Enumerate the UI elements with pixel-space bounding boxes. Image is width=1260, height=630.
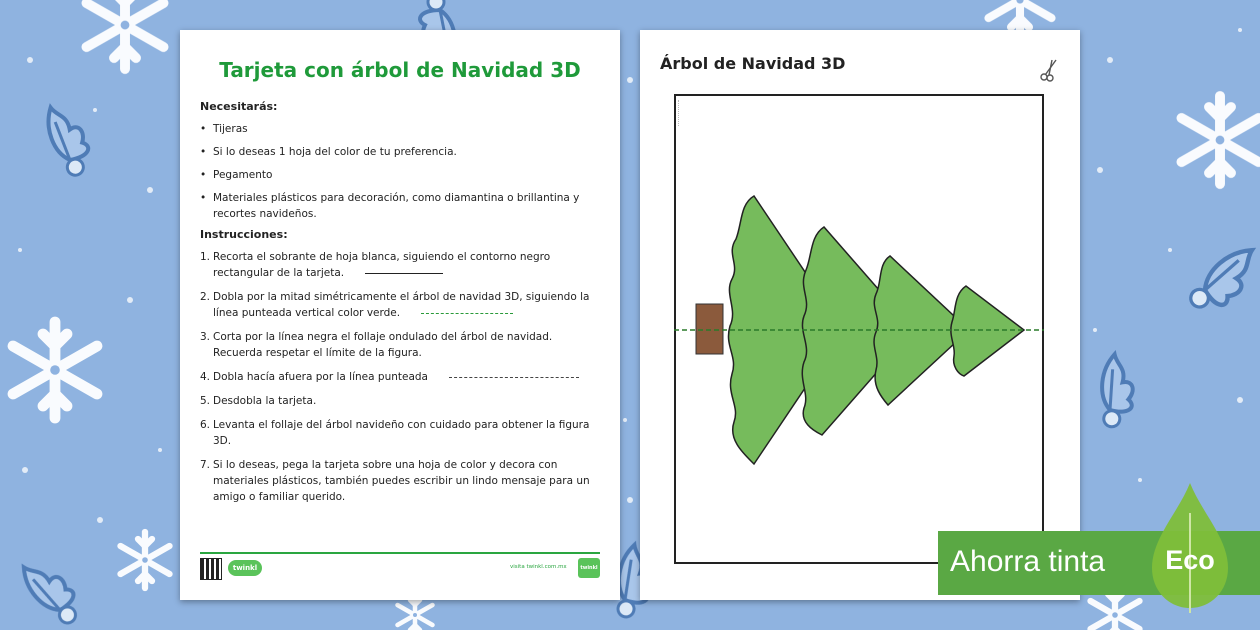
tree-tier-4 (951, 286, 1024, 376)
scissors-icon (1038, 58, 1062, 82)
list-item (200, 393, 596, 409)
footer-divider (200, 552, 600, 554)
tree-trunk (696, 304, 723, 354)
twinkl-logo: twinkl (228, 560, 262, 576)
step-number: 7. (200, 459, 211, 471)
step-text: Dobla hacía afuera por la línea punteada (213, 371, 428, 383)
step-text: Recorta el sobrante de hoja blanca, siguiendo el contorno negro rectangular de la tarjeta. (213, 251, 551, 279)
dashed-fold-line-sample (449, 377, 579, 378)
materials-heading: Necesitarás: (200, 100, 278, 113)
step-number: 5. (200, 395, 211, 407)
step-text: Dobla por la mitad simétricamente el árbol de navidad 3D, siguiendo la línea punteada vertical color verde. (213, 291, 590, 319)
green-fold-line-sample (421, 313, 513, 314)
instructions-heading: Instrucciones: (200, 228, 288, 241)
list-item: • Tijeras (200, 121, 596, 137)
step-number: 6. (200, 419, 211, 431)
tree-illustration (674, 94, 1044, 564)
solid-cut-line-sample (365, 273, 443, 274)
list-item (200, 457, 596, 505)
card-template-page (640, 30, 1080, 600)
footer-logo: twinkl (578, 558, 600, 578)
instructions-title: Tarjeta con árbol de Navidad 3D (219, 58, 581, 82)
step-number: 3. (200, 331, 211, 343)
eco-badge: Eco (1165, 545, 1215, 575)
step-text: Corta por la línea negra el follaje ondulado del árbol de navidad. Recuerda respetar el límite de la figura. (213, 331, 553, 359)
materials-list (200, 121, 596, 229)
list-item (200, 249, 596, 281)
list-item: • Si lo deseas 1 hoja del color de tu preferencia. (200, 144, 596, 160)
footer-url: visita twinkl.com.mx (510, 564, 567, 570)
qr-code-icon (200, 558, 222, 580)
list-item (200, 417, 596, 449)
step-number: 4. (200, 371, 211, 383)
instructions-list (200, 249, 596, 513)
list-item (200, 369, 596, 385)
eco-banner-label: Ahorra tinta (950, 545, 1106, 578)
list-item: • Pegamento (200, 167, 596, 183)
list-item (200, 289, 596, 321)
step-text: Desdobla la tarjeta. (213, 395, 317, 407)
step-text: Levanta el follaje del árbol navideño con cuidado para obtener la figura 3D. (213, 419, 590, 447)
card-title: Árbol de Navidad 3D (660, 54, 846, 73)
list-item (200, 329, 596, 361)
step-number: 2. (200, 291, 211, 303)
step-number: 1. (200, 251, 211, 263)
instructions-page (180, 30, 620, 600)
list-item: • Materiales plásticos para decoración, como diamantina o brillantina y recortes navideños. (200, 190, 596, 222)
step-text: Si lo deseas, pega la tarjeta sobre una hoja de color y decora con materiales plásticos, también puedes escribir un lindo mensaje para un amigo o familiar querido. (213, 459, 590, 503)
